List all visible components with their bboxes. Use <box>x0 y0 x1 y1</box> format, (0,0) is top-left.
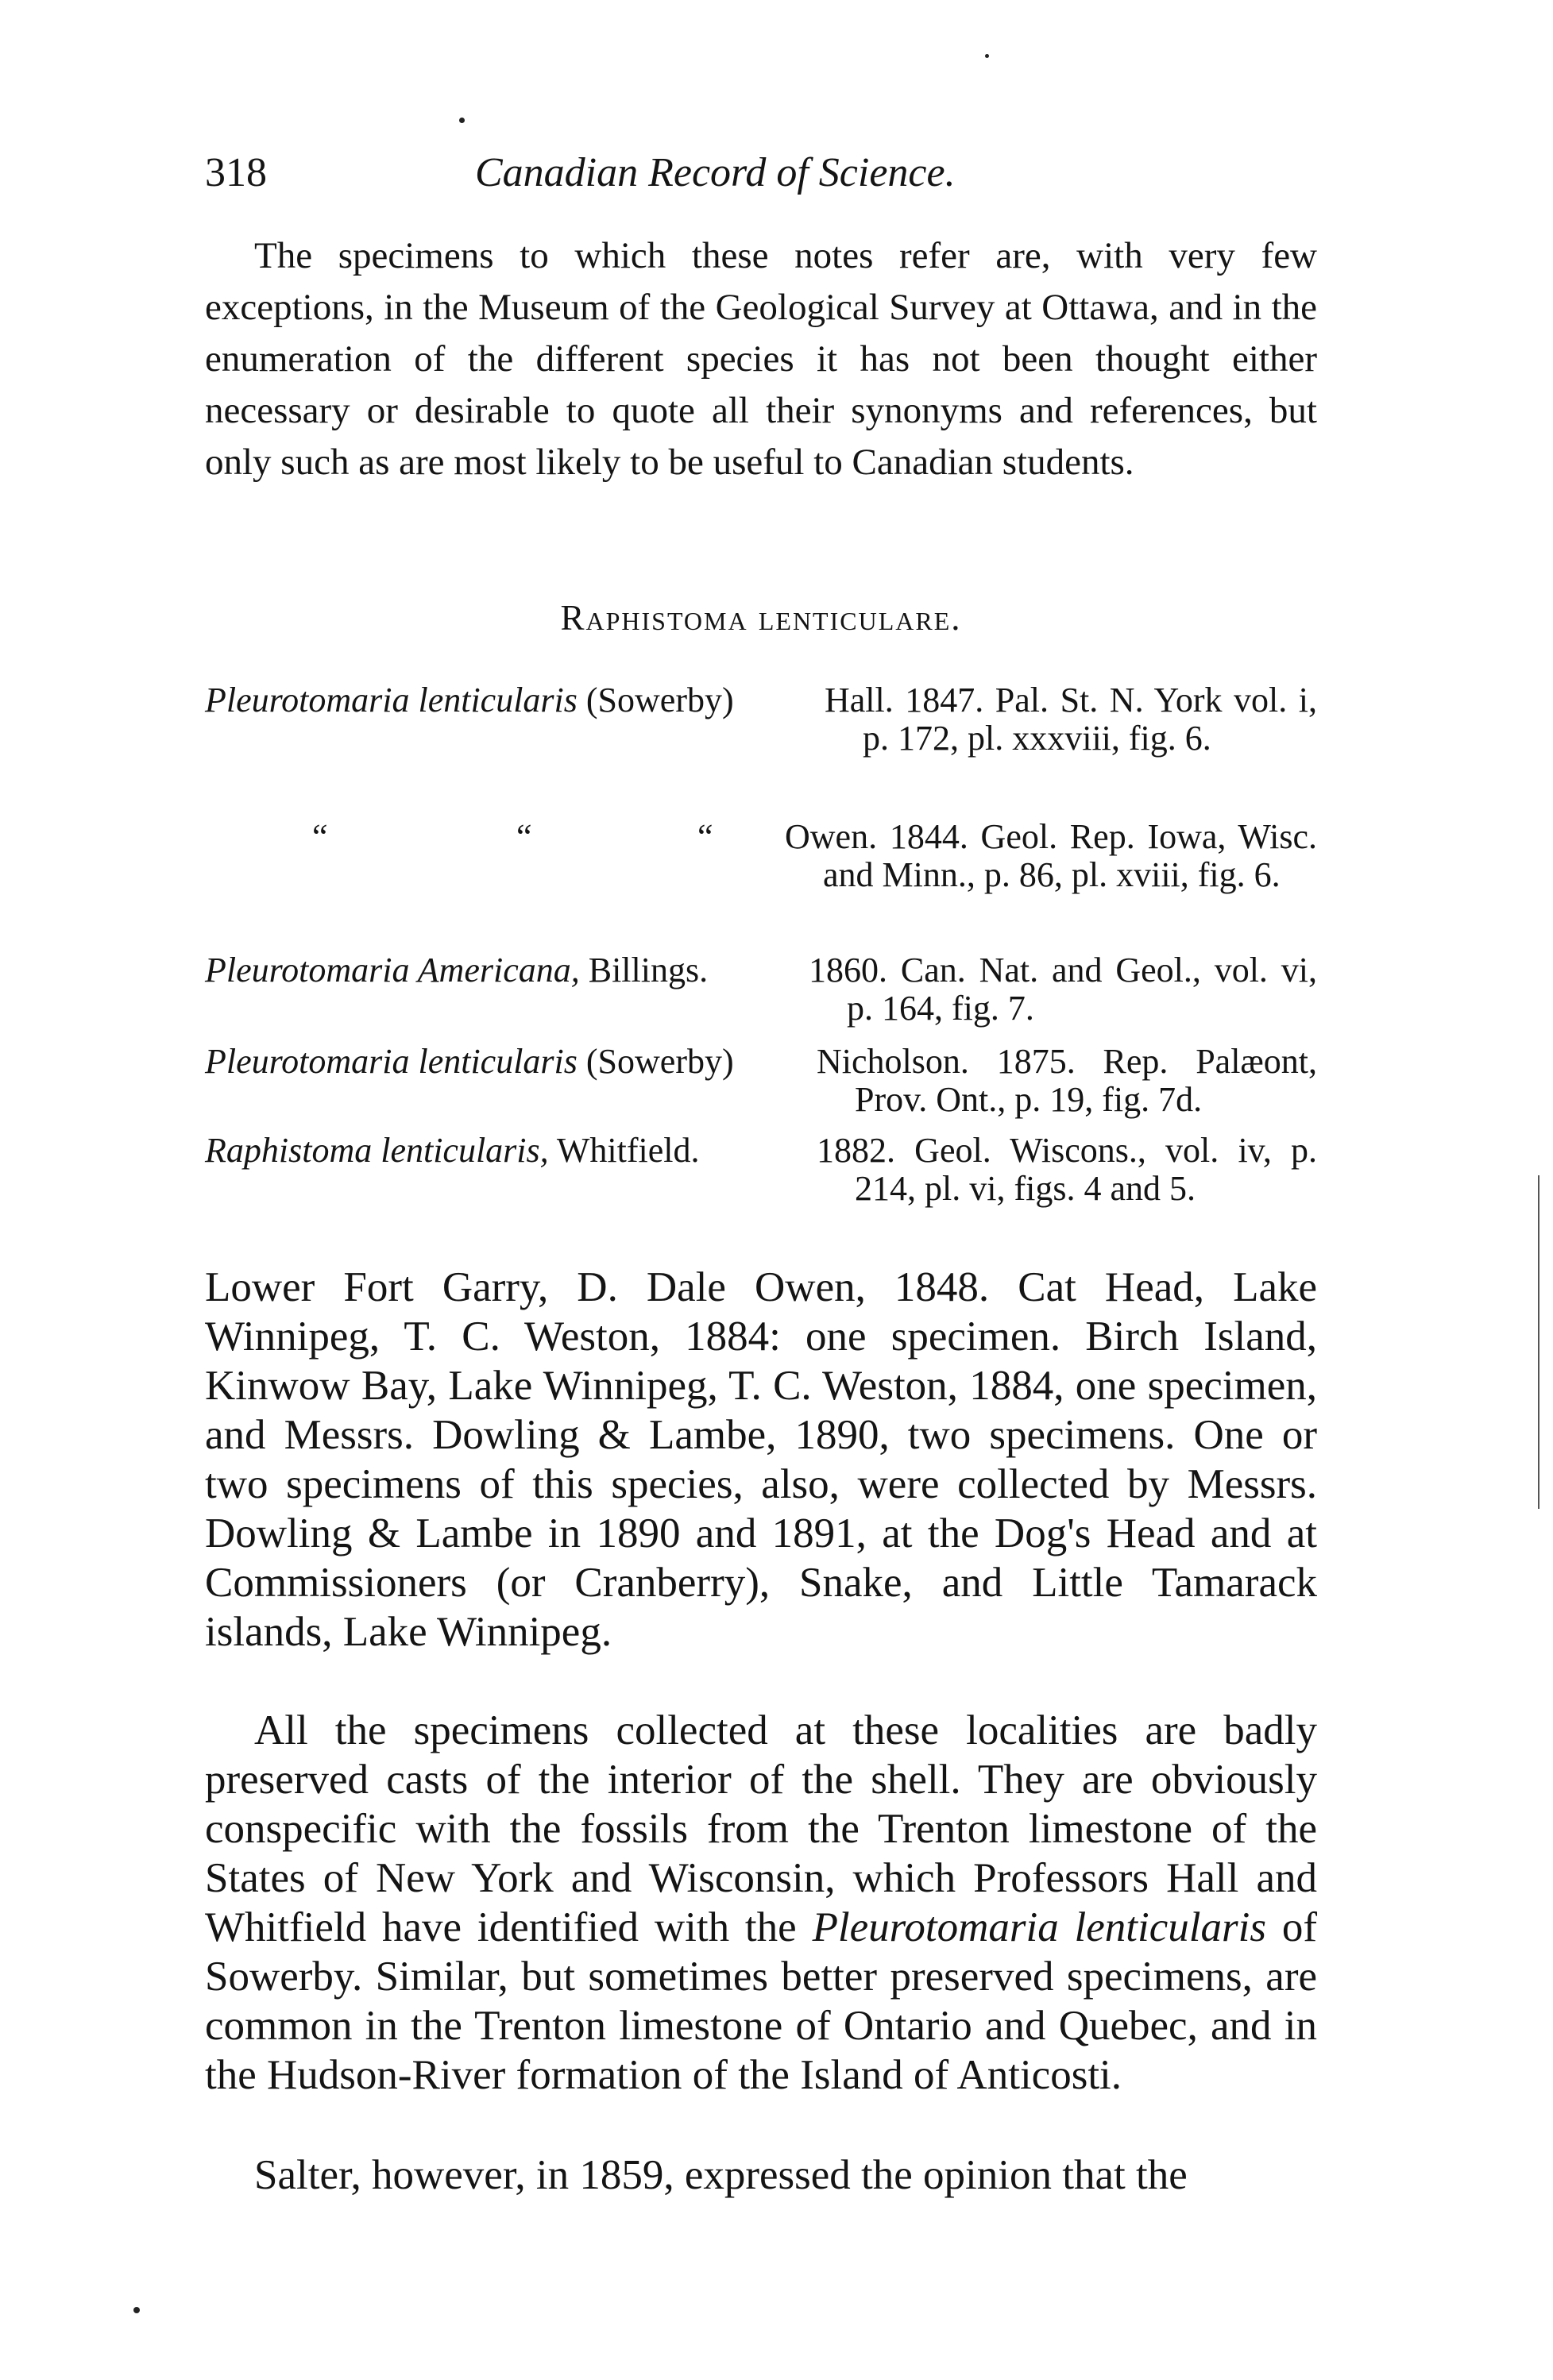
synonym-author: Whitfield. <box>548 1131 700 1170</box>
synonym-author: (Sowerby) <box>577 681 734 719</box>
synonym-name-italic: Raphistoma lenticularis, <box>205 1131 549 1170</box>
section-heading: Raphistoma lenticulare. <box>560 598 962 638</box>
body-paragraph-2 <box>205 1706 1317 2100</box>
ditto-mark: “ <box>312 817 328 856</box>
synonym-reference: 1882. Geol. Wiscons., vol. iv, p. 214, pl. vi, figs. 4 and 5. <box>817 1131 1317 1208</box>
body-text: All the specimens collected at these localities are badly preserved casts of the interior of the shell. They are obviously conspecific with the fossils from the Trenton limestone of the States of New York and Wisconsin, which Professors Hall and Whitfield have identified with the <box>205 1707 1317 1950</box>
page-header <box>205 141 1317 205</box>
species-name-italic: Pleurotomaria lenticularis <box>812 1904 1266 1950</box>
intro-paragraph: The specimens to which these notes refer are, with very few exceptions, in the Museum of the Geological Survey at Ottawa, and in the enumeration of the different species it has not been thought either necessary or desirable to quote all their synonyms and references, but only such as are most likely to be useful to Canadian students. <box>205 235 1317 483</box>
synonym-name <box>205 951 708 989</box>
synonym-name-italic: Pleurotomaria Americana, <box>205 951 580 989</box>
synonym-reference: Nicholson. 1875. Rep. Palæont, Prov. Ont., p. 19, fig. 7d. <box>817 1042 1317 1119</box>
body-paragraph: Lower Fort Garry, D. Dale Owen, 1848. Cat Head, Lake Winnipeg, T. C. Weston, 1884: one specimen. Birch Island, Kinwow Bay, Lake Winnipeg, T. C. Weston, 1884, one specimen, and Messrs. Dowling & Lambe, 1890, two specimens. One or two specimens of this species, also, were collected by Messrs. Dowling & Lambe in 1890 and 1891, at the Dog's Head and at Commissioners (or Cranberry), Snake, and Little Tamarack islands, Lake Winnipeg. <box>205 1264 1317 1655</box>
synonym-name <box>205 1132 699 1170</box>
ditto-mark: “ <box>516 817 532 856</box>
page-number: 318 <box>205 150 267 195</box>
synonym-name <box>205 681 734 719</box>
synonym-author: (Sowerby) <box>577 1042 734 1081</box>
scan-speck <box>459 118 465 123</box>
scan-speck <box>985 54 989 58</box>
scan-edge-line <box>1538 1175 1539 1509</box>
body-text: of Sowerby. Similar, but sometimes better preserved specimens, are common in the Trenton limestone of Ontario and Quebec, and in the Hudson-River formation of the Island of Anticosti. <box>205 1904 1318 2098</box>
synonym-reference: Hall. 1847. Pal. St. N. York vol. i, p. 172, pl. xxxviii, fig. 6. <box>825 681 1317 758</box>
synonym-name-italic: Pleurotomaria lenticularis <box>205 1042 578 1081</box>
synonym-name <box>205 1043 734 1081</box>
synonym-reference: 1860. Can. Nat. and Geol., vol. vi, p. 164, fig. 7. <box>809 951 1317 1028</box>
synonym-author: Billings. <box>579 951 709 989</box>
ditto-mark: “ <box>697 817 713 856</box>
synonym-reference: Owen. 1844. Geol. Rep. Iowa, Wisc. and Minn., p. 86, pl. xviii, fig. 6. <box>785 817 1317 894</box>
synonym-name-italic: Pleurotomaria lenticularis <box>205 681 578 719</box>
running-title: Canadian Record of Science. <box>475 150 956 195</box>
body-paragraph-3: Salter, however, in 1859, expressed the opinion that the <box>254 2152 1188 2198</box>
scan-speck <box>133 2307 140 2313</box>
